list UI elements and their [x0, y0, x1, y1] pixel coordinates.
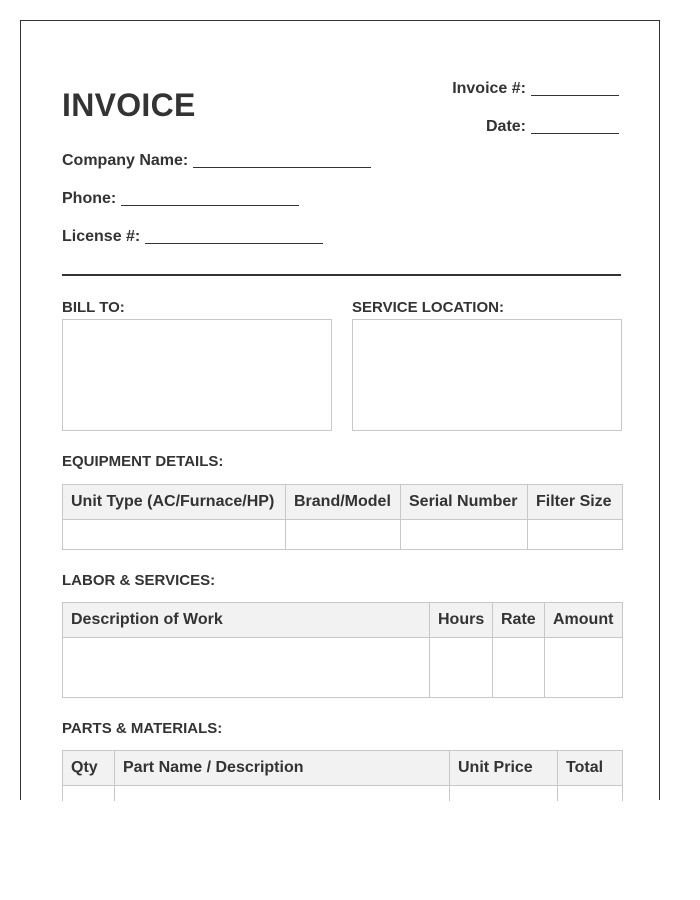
- license-label: License #:: [62, 228, 141, 245]
- table-cell[interactable]: [528, 520, 623, 550]
- labor-col-hours: Hours: [430, 603, 493, 638]
- table-cell[interactable]: [558, 786, 623, 802]
- table-cell[interactable]: [493, 638, 545, 698]
- table-row: [63, 786, 623, 802]
- license-line[interactable]: [145, 243, 323, 244]
- phone-label: Phone:: [62, 190, 117, 207]
- phone-line[interactable]: [121, 205, 299, 206]
- phone-field: [62, 190, 299, 208]
- date-field: [486, 118, 619, 136]
- labor-col-amount: Amount: [545, 603, 623, 638]
- table-cell[interactable]: [430, 638, 493, 698]
- invoice-number-field: [452, 80, 619, 98]
- parts-col-qty: Qty: [63, 751, 115, 786]
- labor-col-description: Description of Work: [63, 603, 430, 638]
- parts-table: [62, 750, 623, 801]
- company-name-label: Company Name:: [62, 152, 189, 169]
- labor-table: [62, 602, 623, 698]
- table-cell[interactable]: [286, 520, 401, 550]
- equipment-col-brand-model: Brand/Model: [286, 485, 401, 520]
- equipment-col-serial-number: Serial Number: [401, 485, 528, 520]
- parts-table-clip: [21, 750, 661, 801]
- table-row: [63, 520, 623, 550]
- company-name-field: [62, 152, 371, 170]
- labor-section-title: LABOR & SERVICES:: [62, 572, 216, 589]
- table-cell[interactable]: [63, 520, 286, 550]
- table-cell[interactable]: [401, 520, 528, 550]
- table-cell[interactable]: [63, 786, 115, 802]
- equipment-col-unit-type: Unit Type (AC/Furnace/HP): [63, 485, 286, 520]
- parts-col-part-name: Part Name / Description: [115, 751, 450, 786]
- header-divider: [62, 274, 621, 276]
- invoice-number-label: Invoice #:: [452, 80, 526, 97]
- parts-col-total: Total: [558, 751, 623, 786]
- equipment-header-row: [63, 485, 623, 520]
- license-field: [62, 228, 323, 246]
- table-cell[interactable]: [63, 638, 430, 698]
- date-line[interactable]: [531, 133, 619, 134]
- parts-col-unit-price: Unit Price: [450, 751, 558, 786]
- table-row: [63, 638, 623, 698]
- table-cell[interactable]: [450, 786, 558, 802]
- invoice-page: [20, 20, 660, 800]
- invoice-number-line[interactable]: [531, 95, 619, 96]
- equipment-col-filter-size: Filter Size: [528, 485, 623, 520]
- equipment-section-title: EQUIPMENT DETAILS:: [62, 453, 224, 470]
- service-location-box[interactable]: [352, 319, 622, 431]
- invoice-title: INVOICE: [62, 87, 196, 123]
- bill-to-box[interactable]: [62, 319, 332, 431]
- parts-header-row: [63, 751, 623, 786]
- table-cell[interactable]: [545, 638, 623, 698]
- labor-col-rate: Rate: [493, 603, 545, 638]
- labor-header-row: [63, 603, 623, 638]
- company-name-line[interactable]: [193, 167, 371, 168]
- table-cell[interactable]: [115, 786, 450, 802]
- date-label: Date:: [485, 118, 526, 135]
- service-location-label: SERVICE LOCATION:: [352, 299, 504, 316]
- bill-to-label: BILL TO:: [62, 299, 125, 316]
- parts-section-title: PARTS & MATERIALS:: [62, 720, 223, 737]
- equipment-table: [62, 484, 623, 550]
